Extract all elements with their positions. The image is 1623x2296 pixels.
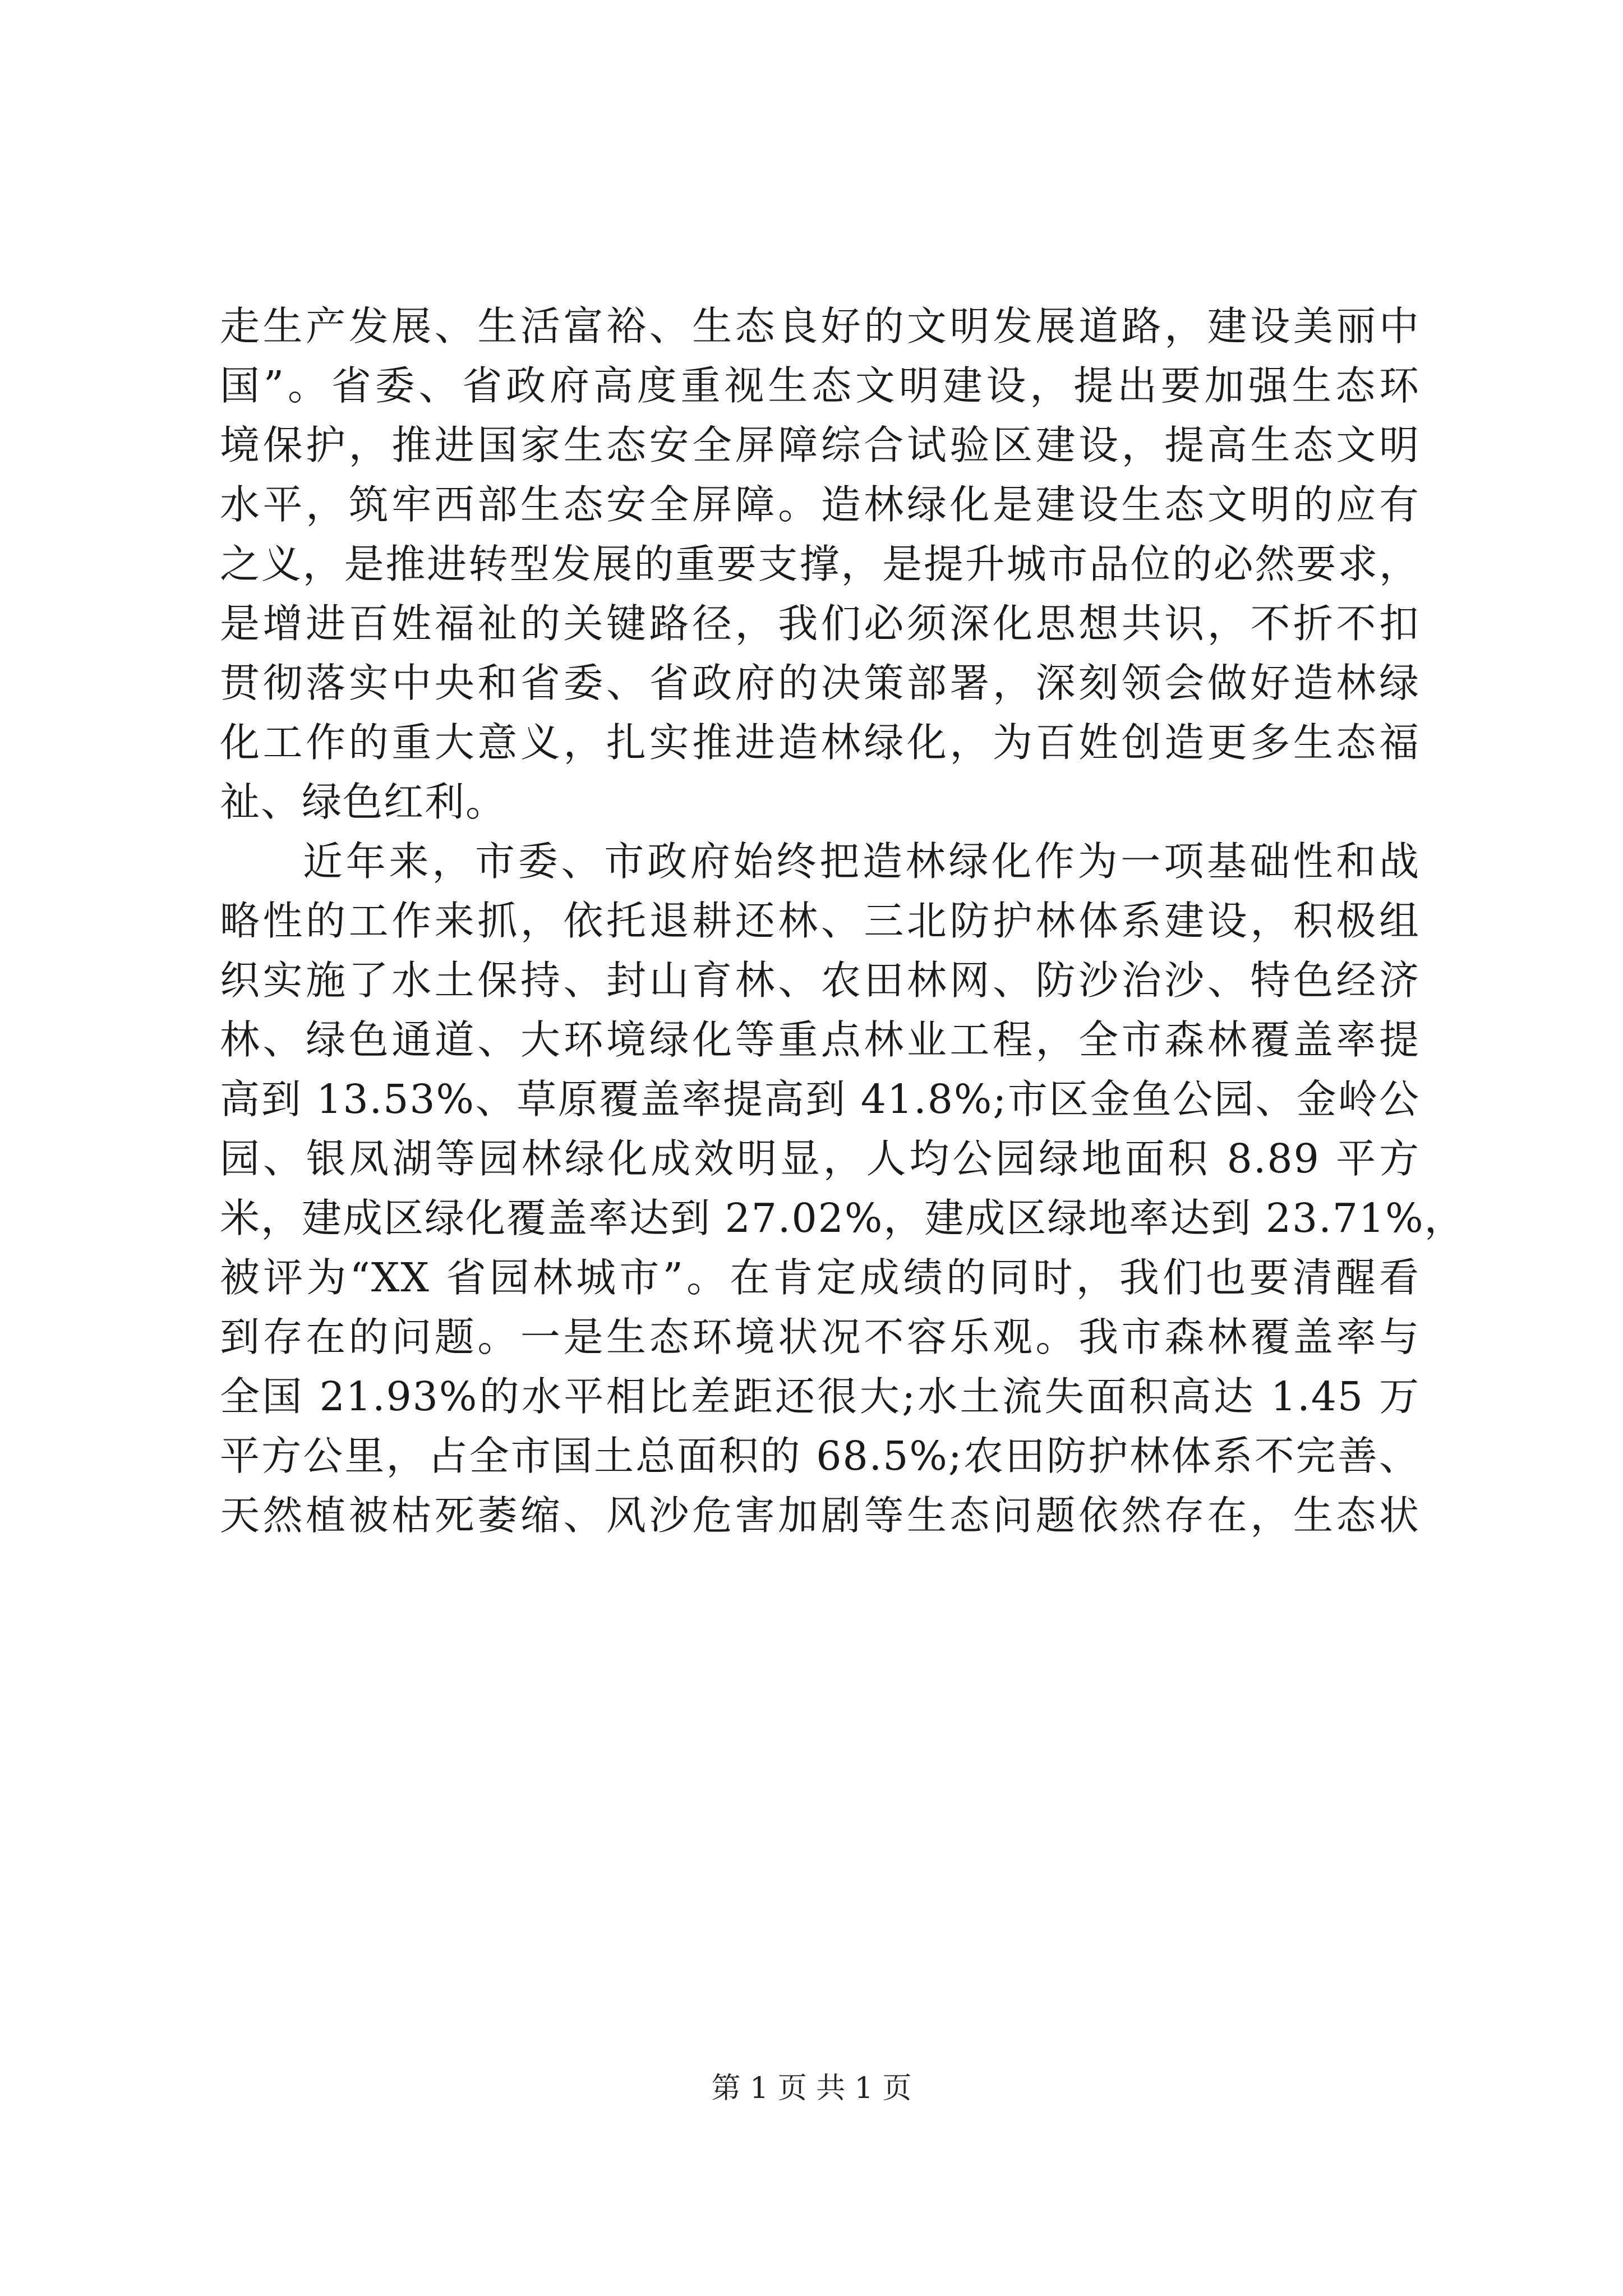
paragraph-first-line: 近年来，市委、市政府始终把造林绿化作为一项基础性和战 <box>303 838 1420 885</box>
text-line: 高到 13.53%、草原覆盖率提高到 41.8%;市区金鱼公园、金岭公 <box>220 1076 1420 1122</box>
text-line: 全国 21.93%的水平相比差距还很大;水土流失面积高达 1.45 万 <box>220 1373 1420 1420</box>
text-line: 国”。省委、省政府高度重视生态文明建设，提出要加强生态环 <box>220 362 1420 409</box>
text-line: 被评为“XX 省园林城市”。在肯定成绩的同时，我们也要清醒看 <box>220 1254 1420 1301</box>
text-line: 米，建成区绿化覆盖率达到 27.02%，建成区绿地率达到 23.71%， <box>220 1195 1465 1241</box>
text-line: 天然植被枯死萎缩、风沙危害加剧等生态问题依然存在，生态状 <box>220 1492 1420 1539</box>
text-line: 走生产发展、生活富裕、生态良好的文明发展道路，建设美丽中 <box>220 303 1420 349</box>
text-line: 织实施了水土保持、封山育林、农田林网、防沙治沙、特色经济 <box>220 957 1420 1004</box>
text-line: 贯彻落实中央和省委、省政府的决策部署，深刻领会做好造林绿 <box>220 660 1420 706</box>
text-line: 到存在的问题。一是生态环境状况不容乐观。我市森林覆盖率与 <box>220 1314 1420 1360</box>
text-line: 之义，是推进转型发展的重要支撑，是提升城市品位的必然要求， <box>220 541 1420 587</box>
page-number-footer: 第 1 页 共 1 页 <box>711 2072 912 2105</box>
text-line: 林、绿色通道、大环境绿化等重点林业工程，全市森林覆盖率提 <box>220 1016 1420 1063</box>
text-line: 是增进百姓福祉的关键路径，我们必须深化思想共识，不折不扣 <box>220 600 1420 647</box>
text-line: 境保护，推进国家生态安全屏障综合试验区建设，提高生态文明 <box>220 422 1420 468</box>
text-line: 祉、绿色红利。 <box>220 779 507 825</box>
text-line: 平方公里，占全市国土总面积的 68.5%;农田防护林体系不完善、 <box>220 1433 1420 1479</box>
text-line: 水平，筑牢西部生态安全屏障。造林绿化是建设生态文明的应有 <box>220 481 1420 528</box>
text-line: 园、银凤湖等园林绿化成效明显，人均公园绿地面积 8.89 平方 <box>220 1135 1420 1182</box>
text-line: 化工作的重大意义，扎实推进造林绿化，为百姓创造更多生态福 <box>220 719 1420 766</box>
text-line: 略性的工作来抓，依托退耕还林、三北防护林体系建设，积极组 <box>220 898 1420 944</box>
